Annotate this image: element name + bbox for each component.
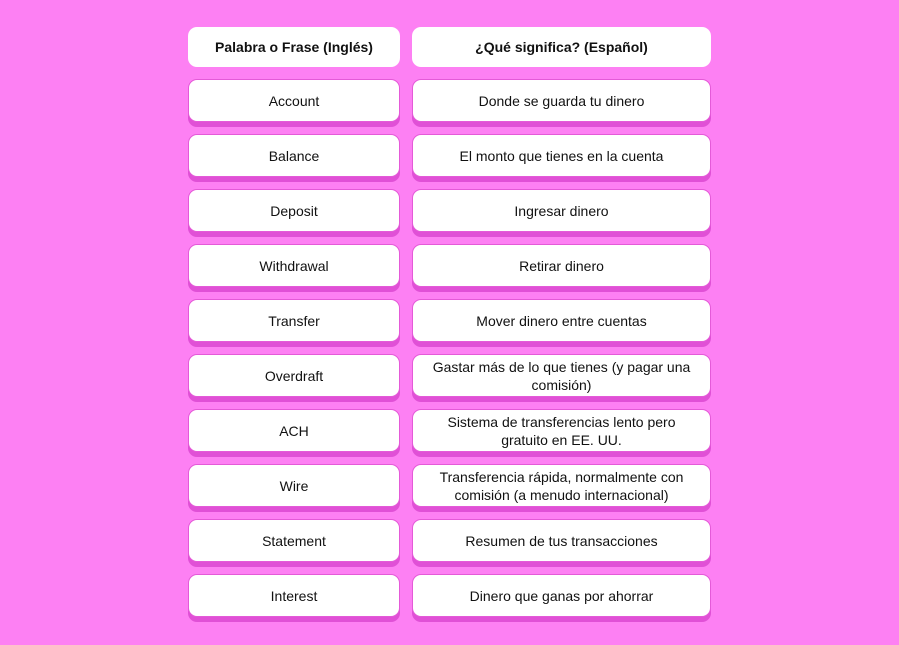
term-cell: Balance [188, 134, 400, 177]
table-row [188, 574, 711, 617]
definition-cell: Mover dinero entre cuentas [412, 299, 711, 342]
table-row [188, 189, 711, 232]
definition-cell: Donde se guarda tu dinero [412, 79, 711, 122]
term-cell: Transfer [188, 299, 400, 342]
term-cell: Withdrawal [188, 244, 400, 287]
term-cell: Deposit [188, 189, 400, 232]
term-cell: Statement [188, 519, 400, 562]
table-row [188, 299, 711, 342]
term-cell: Account [188, 79, 400, 122]
header-definition: ¿Qué significa? (Español) [412, 27, 711, 67]
header-term: Palabra o Frase (Inglés) [188, 27, 400, 67]
term-cell: Wire [188, 464, 400, 507]
definition-cell: El monto que tienes en la cuenta [412, 134, 711, 177]
table-row [188, 409, 711, 452]
definition-cell: Gastar más de lo que tienes (y pagar una comisión) [412, 354, 711, 397]
definition-cell: Transferencia rápida, normalmente con comisión (a menudo internacional) [412, 464, 711, 507]
table-row [188, 519, 711, 562]
glossary-table [188, 27, 711, 629]
definition-cell: Resumen de tus transacciones [412, 519, 711, 562]
term-cell: Overdraft [188, 354, 400, 397]
definition-cell: Dinero que ganas por ahorrar [412, 574, 711, 617]
term-cell: Interest [188, 574, 400, 617]
table-row [188, 134, 711, 177]
header-row [188, 27, 711, 67]
definition-cell: Sistema de transferencias lento pero gratuito en EE. UU. [412, 409, 711, 452]
table-row [188, 464, 711, 507]
definition-cell: Retirar dinero [412, 244, 711, 287]
definition-cell: Ingresar dinero [412, 189, 711, 232]
table-row [188, 354, 711, 397]
table-row [188, 244, 711, 287]
table-row [188, 79, 711, 122]
term-cell: ACH [188, 409, 400, 452]
